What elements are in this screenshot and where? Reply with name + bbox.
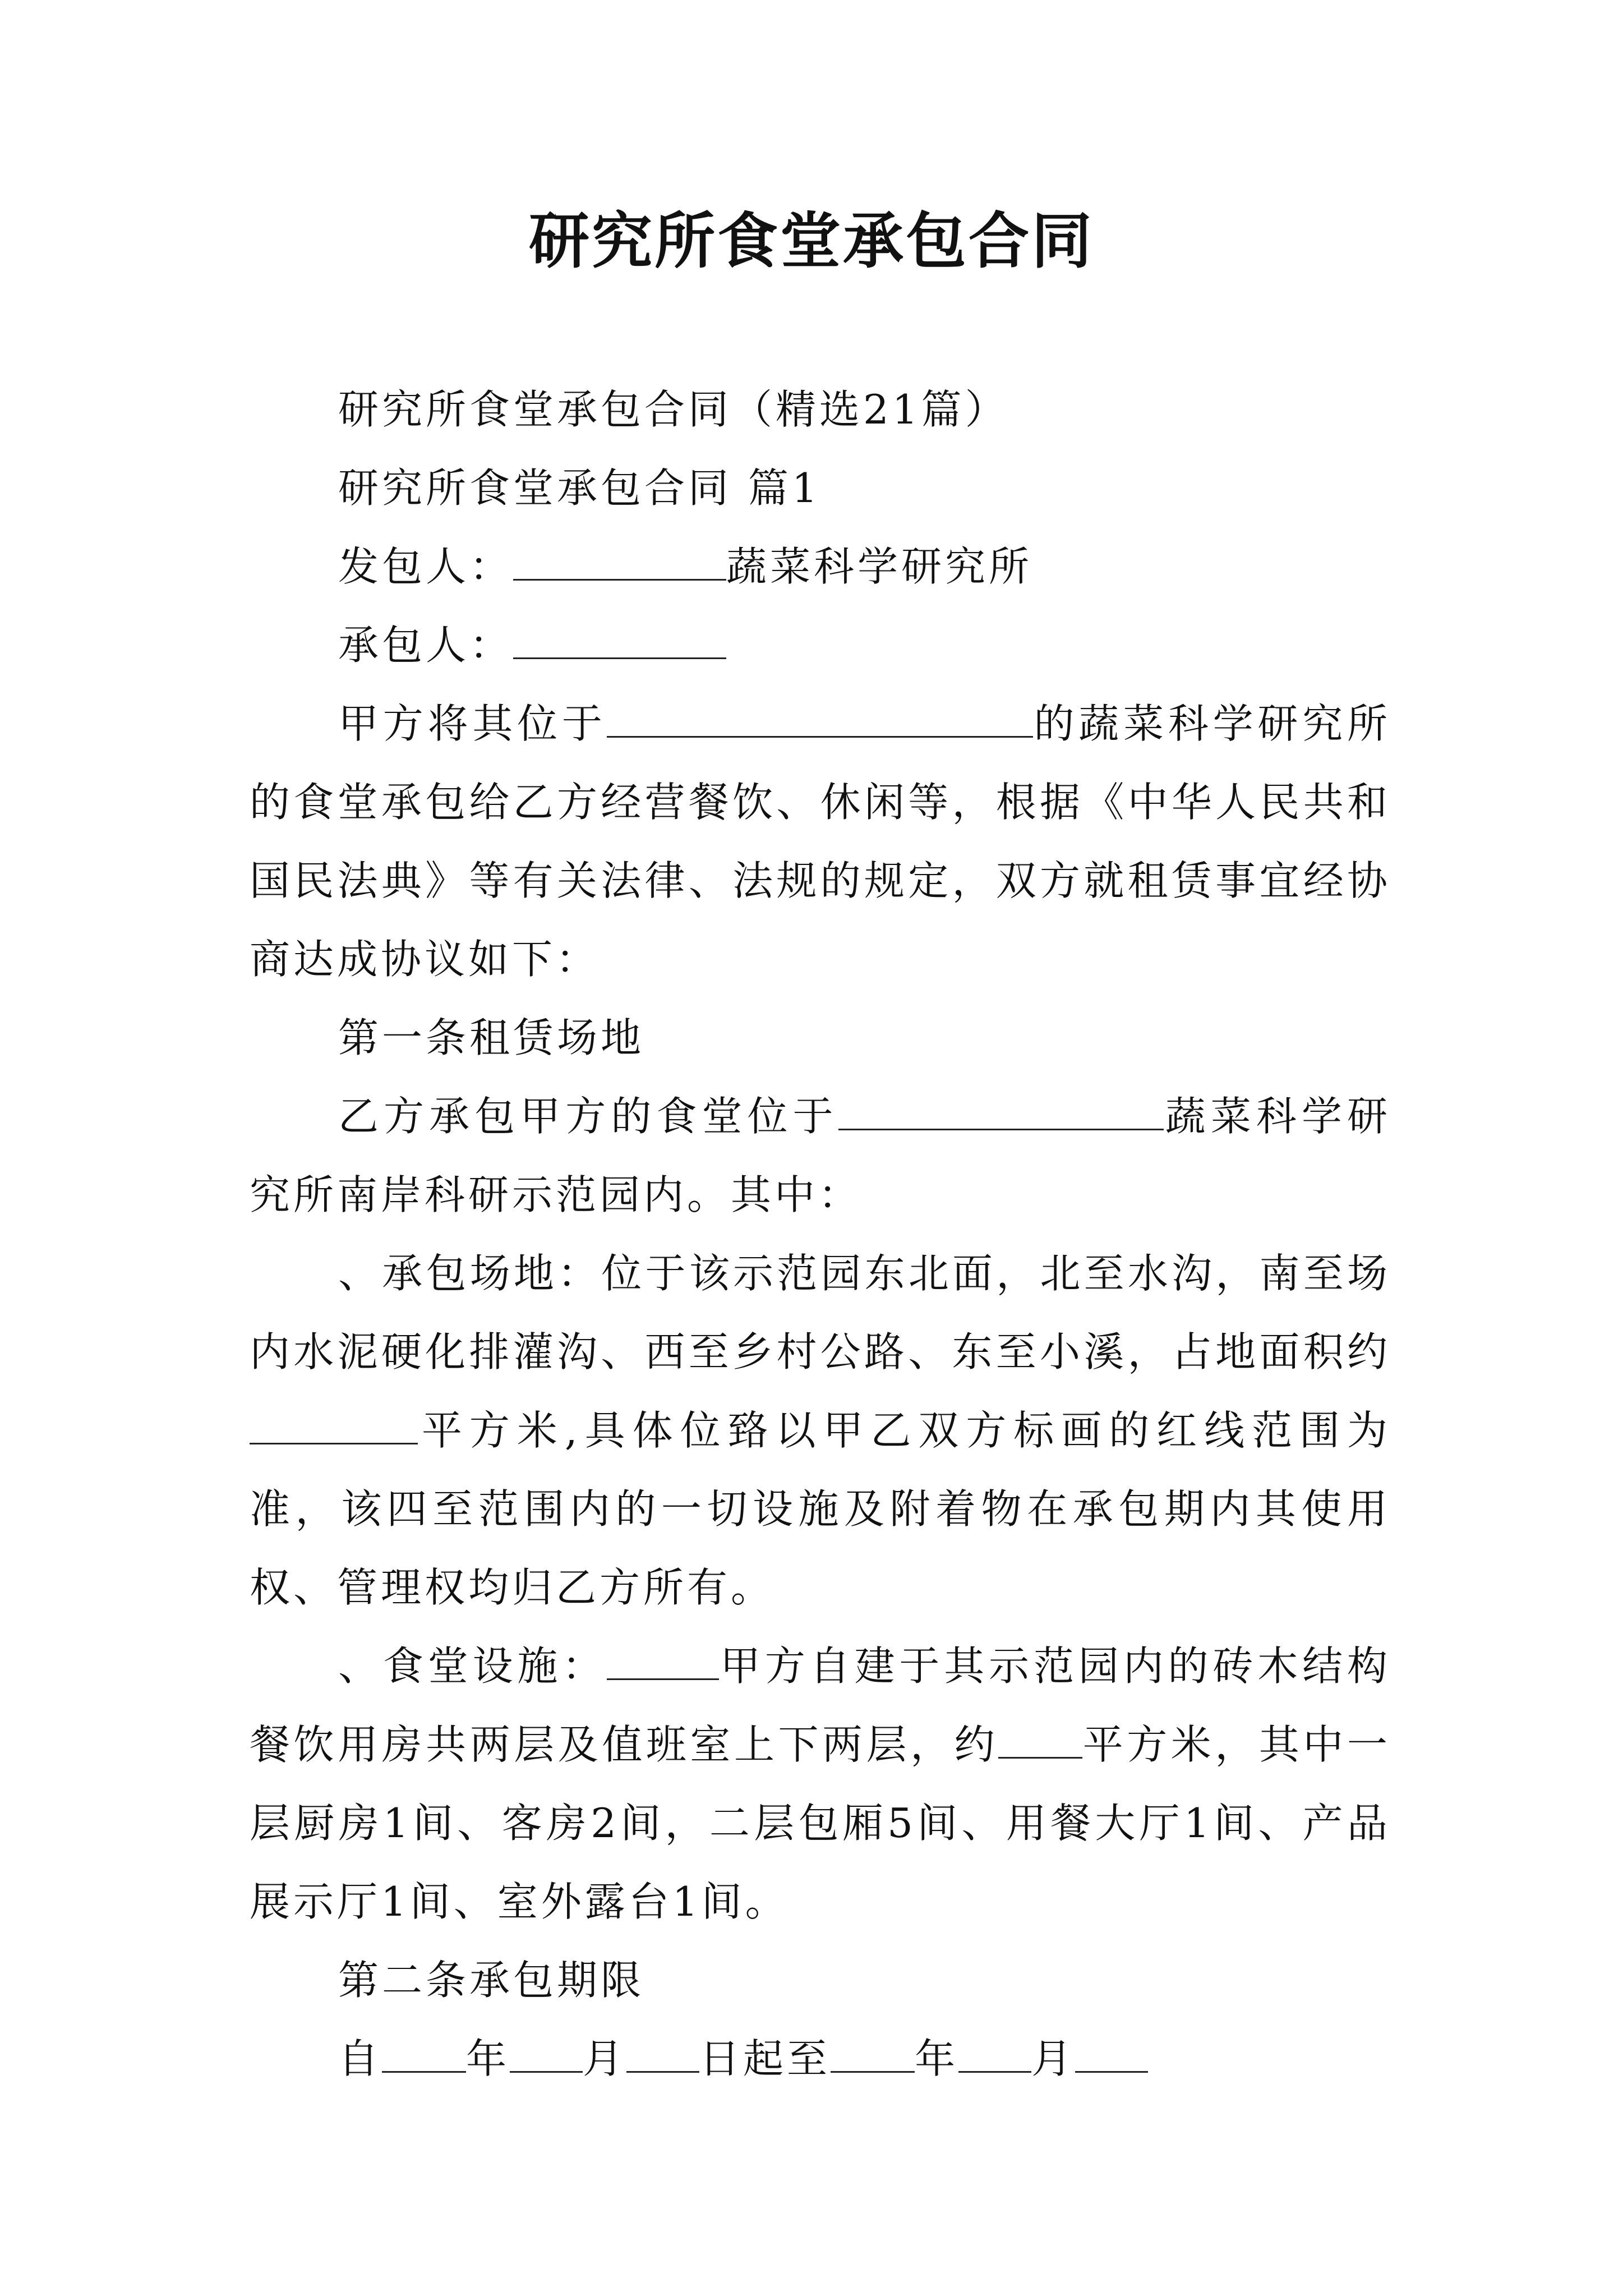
article1-paragraph-1 — [250, 1077, 1391, 1234]
facility-blank — [607, 1638, 719, 1680]
article1-p1-text-b: 蔬菜科学研究所南岸科研示范园内。其中： — [250, 1093, 1391, 1218]
contractor-blank — [513, 617, 726, 659]
article1-p3-text-c: 平方米，其中一层厨房1间、客房2间，二层包厢5间、用餐大厅1间、产品展示厅1间、室外露台1间。 — [250, 1721, 1391, 1925]
article1-p3-text-b: 甲方自建于其示范园内的砖木结构餐饮用房共两层及值班室上下两层，约 — [250, 1642, 1391, 1768]
section-heading: 研究所食堂承包合同 篇1 — [338, 464, 821, 512]
start-month-blank — [510, 2031, 583, 2073]
term-year-label-2: 年 — [915, 2035, 959, 2082]
employer-label: 发包人： — [338, 543, 514, 590]
canteen-location-blank — [838, 1088, 1164, 1130]
article1-paragraph-3 — [250, 1627, 1391, 1941]
document-body — [250, 370, 1391, 2098]
document-title: 研究所食堂承包合同 — [528, 206, 1094, 277]
article1-heading: 第一条租赁场地 — [338, 1014, 645, 1061]
start-year-blank — [382, 2031, 466, 2073]
article1-paragraph-2 — [250, 1234, 1391, 1627]
article2-heading: 第二条承包期限 — [338, 1957, 645, 2004]
end-day-blank — [1075, 2031, 1148, 2073]
facility-area-blank — [998, 1717, 1082, 1759]
contractor-line — [250, 606, 1391, 684]
contractor-label: 承包人： — [338, 622, 514, 669]
intro-text-b: 的蔬菜科学研究所的食堂承包给乙方经营餐饮、休闲等，根据《中华人民共和国民法典》等有关法律、法规的规定，双方就租赁事宜经协商达成协议如下： — [250, 700, 1391, 983]
location-blank — [607, 696, 1033, 738]
employer-line — [250, 527, 1391, 606]
term-from: 自 — [338, 2035, 382, 2082]
intro-paragraph — [250, 684, 1391, 999]
employer-blank — [513, 539, 726, 581]
intro-text-a: 甲方将其位于 — [338, 700, 607, 747]
end-year-blank — [831, 2031, 915, 2073]
subtitle: 研究所食堂承包合同（精选21篇） — [338, 386, 1009, 433]
term-month-label: 月 — [583, 2035, 627, 2082]
article1-p1-text-a: 乙方承包甲方的食堂位于 — [338, 1093, 838, 1140]
article1-p3-text-a: 、食堂设施： — [338, 1642, 607, 1690]
article1-p2-text-b: 平方米,具体位臵以甲乙双方标画的红线范围为准，该四至范围内的一切设施及附着物在承包期内其使用权、管理权均归乙方所有。 — [250, 1407, 1391, 1611]
end-month-blank — [958, 2031, 1031, 2073]
area-blank — [250, 1402, 418, 1444]
article1-p2-text-a: 、承包场地：位于该示范园东北面，北至水沟，南至场内水泥硬化排灌沟、西至乡村公路、东至小溪，占地面积约 — [250, 1250, 1391, 1375]
term-year-label: 年 — [466, 2035, 510, 2082]
term-line — [250, 2019, 1391, 2098]
start-day-blank — [626, 2031, 699, 2073]
term-day-to: 日起至 — [699, 2035, 831, 2082]
term-month-label-2: 月 — [1031, 2035, 1076, 2082]
employer-name: 蔬菜科学研究所 — [726, 543, 1033, 590]
